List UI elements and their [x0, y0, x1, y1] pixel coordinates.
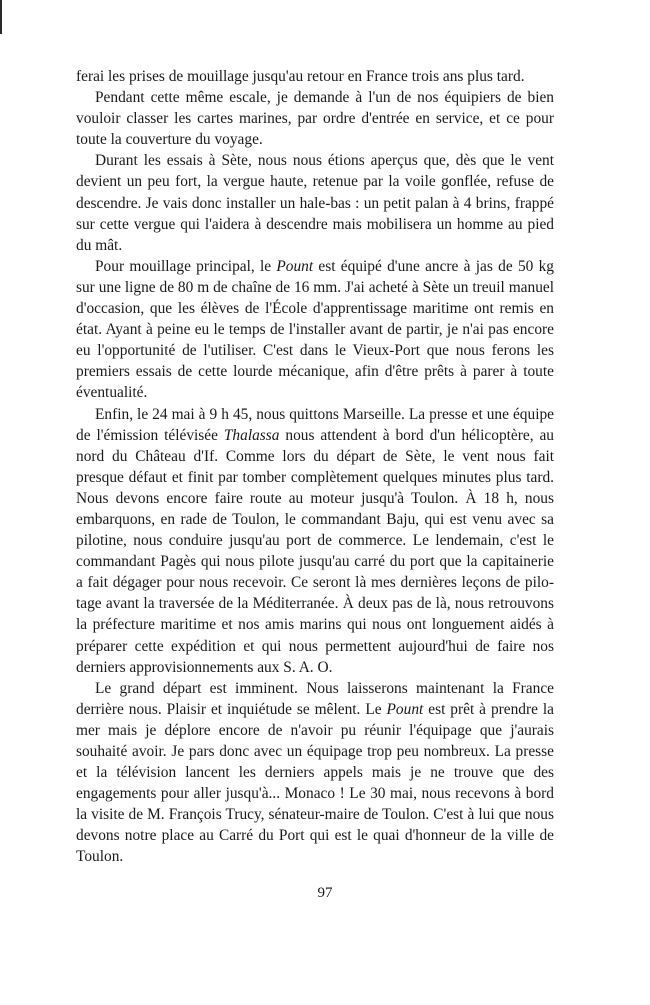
italic-title: Pount [276, 257, 314, 275]
text-run: nous attendent à bord d'un hélicoptère, au nord du Château d'If. Comme lors du départ de Sète, le vent nous fait presque défaut et finit par tomber complètement quelques minutes plus tard. Nous devons encore faire route au moteur jusqu'à Toulon. À 18 h, nous embarquons, en rade de Toulon, le commandant Baju, qui est venu avec sa pilotine, nous conduire jusqu'au port de commerce. Le lendemain, c'est le commandant Pagès qui nous pilote jusqu'au carré du port que la capitainerie a fait dégager pour nous recevoir. Ce seront là mes dernières leçons de pilotage avant la traversée de la Méditerranée. À deux pas de là, nous retrouvons la préfecture maritime et nos amis marins qui nous ont longuement aidés à préparer cette expédition et qui nous permettent aujourd'hui de faire nos derniers approvisionnements aux S. A. O. [76, 426, 554, 676]
paragraph [76, 66, 554, 87]
text-run: Enfin, le 24 mai à 9 h 45, nous quittons Marseille. La presse et une équipe de l'émission télévisée [76, 405, 554, 444]
text-run: Pour mouillage principal, le [95, 257, 277, 275]
text-run: est prêt à prendre la mer mais je déplore encore de n'avoir pu réunir l'équipage que j'aurais souhaité avoir. Je pars donc avec un équipage trop peu nombreux. La presse et la télévision lancent les derniers appels mais je ne trouve que des engagements pour aller jusqu'à... Monaco ! Le 30 mai, nous recevons à bord la visite de M. François Trucy, sénateur-maire de Toulon. C'est à lui que nous devons notre place au Carré du Port qui est le quai d'honneur de la ville de Toulon. [76, 700, 554, 866]
italic-title: Pount [386, 700, 424, 718]
paragraph [76, 256, 554, 404]
text-run: est équipé d'une ancre à jas de 50 kg sur une ligne de 80 m de chaîne de 16 mm. J'ai acheté à Sète un treuil manuel d'occasion, que les élèves de l'École d'apprentissage maritime ont remis en état. Ayant à peine eu le temps de l'installer avant de partir, je n'ai pas encore eu l'opportunité de l'utiliser. C'est dans le Vieux-Port que nous ferons les premiers essais de cette lourde mécanique, afin d'être prêts à parer à toute éventualité. [76, 257, 554, 402]
text-run: Pendant cette même escale, je demande à l'un de nos équipiers de bien vouloir classer les cartes marines, par ordre d'entrée en service, et ce pour toute la couverture du voyage. [76, 89, 554, 149]
paragraph [76, 150, 554, 255]
body-text [76, 66, 554, 868]
italic-title: Thalassa [223, 426, 280, 444]
page-number: 97 [317, 885, 333, 901]
paragraph [76, 678, 554, 868]
paragraph [76, 87, 554, 150]
text-run: Durant les essais à Sète, nous nous étions aperçus que, dès que le vent devient un peu fort, la vergue haute, retenue par la voile gonflée, refuse de descendre. Je vais donc installer un hale-bas : un petit palan à 4 brins, frappé sur cette vergue qui l'aidera à descendre mais mobilisera un homme au pied du mât. [76, 152, 554, 254]
paragraph [76, 404, 554, 678]
margin-rule [0, 0, 2, 34]
text-run: Le grand départ est imminent. Nous laisserons maintenant la France derrière nous. Plaisir et inquiétude se mêlent. Le [76, 679, 554, 718]
text-run: ferai les prises de mouillage jusqu'au retour en France trois ans plus tard. [76, 68, 525, 85]
